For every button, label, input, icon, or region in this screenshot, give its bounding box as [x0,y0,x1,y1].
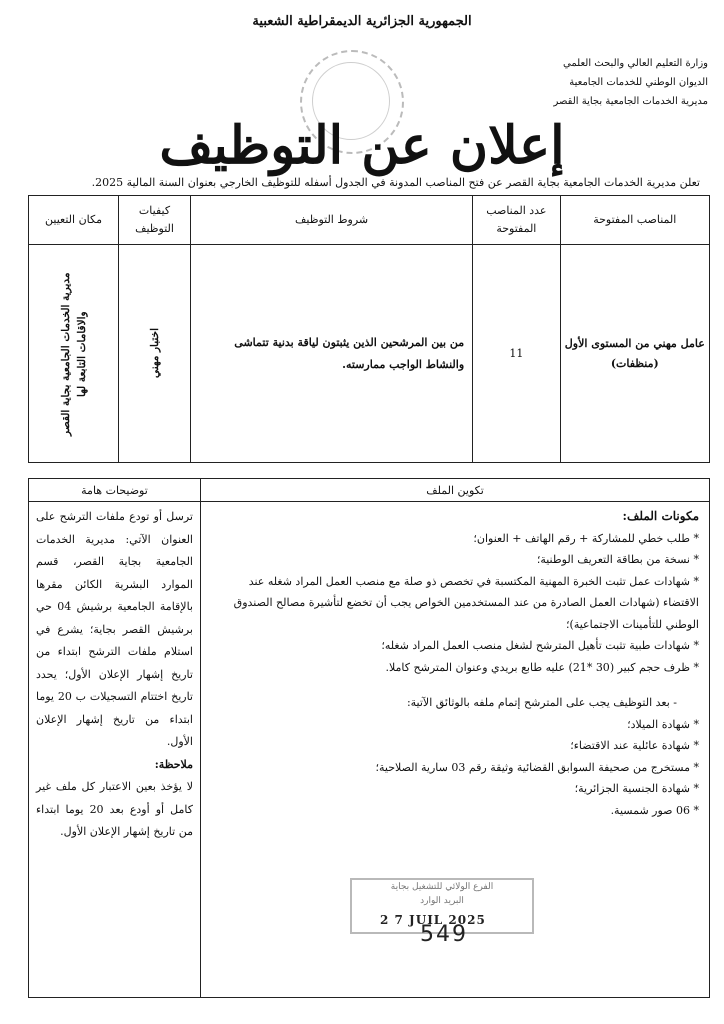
header-post: المناصب المفتوحة [560,196,709,245]
header-file-contents: تكوين الملف [200,479,709,502]
cell-post: عامل مهني من المستوى الأول (منظفات) [560,245,709,463]
header-location: مكان التعيين [29,196,119,245]
after-hiring-title: - بعد التوظيف يجب على المترشح إتمام ملفه بالوثائق الآتية: [406,696,677,709]
stamp-line: الفرع الولائي للتشغيل بجاية [390,882,494,892]
table-row [29,245,710,463]
ministry-line: وزارة التعليم العالي والبحث العلمي [563,58,708,69]
remark-title: ملاحظة: [154,757,193,771]
cell-method [119,245,191,463]
ministry-line: الديوان الوطني للخدمات الجامعية [569,77,708,88]
list-item: * شهادات طبية تثبت تأهيل المترشح لشغل منصب العمل المراد شغله؛ [211,635,699,657]
list-item: * نسخة من بطاقة التعريف الوطنية؛ [211,549,699,571]
stamp-line: البريد الوارد [420,896,464,906]
notes-cell [29,502,201,998]
ministry-block [553,54,708,111]
republic-title: الجمهورية الجزائرية الديمقراطية الشعبية [252,14,472,29]
cell-count: 11 [473,245,560,463]
notes-text: ترسل أو تودع ملفات الترشح على العنوان الآتي: مديرية الخدمات الجامعية بجاية القصر، قسم الموارد البشرية الكائن مقرها بالإقامة الجامعية برشيش 04 حي برشيش القصر بجاية؛ يشرع في استلام ملفات الترشح ابتداء من تاريخ إشهار الإعلان الأول؛ يحدد تاريخ اختتام التسجيلات ب 20 يوما ابتداء من تاريخ إشهار الإعلان الأول. [36,510,193,748]
handwritten-number: 549 [420,922,468,947]
intro-text: تعلن مديرية الخدمات الجامعية بجاية القصر عن فتح المناصب المدونة في الجدول أسفله للتوظيف الخارجي بعنوان السنة المالية 2025. [91,176,700,189]
cell-location [29,245,119,463]
header-conditions: شروط التوظيف [190,196,472,245]
header-notes: توضيحات هامة [29,479,201,502]
cell-conditions: من بين المرشحين الذين يثبتون لياقة بدنية تتماشى والنشاط الواجب ممارسته. [190,245,472,463]
header-count: عدد المناصب المفتوحة [473,196,560,245]
list-item: * ظرف حجم كبير (30 *21) عليه طابع بريدي وعنوان المترشح كاملا. [211,657,699,679]
list-item: * طلب خطي للمشاركة + رقم الهاتف + العنوان؛ [211,528,699,550]
list-item: * مستخرج من صحيفة السوابق القضائية وثيقة رقم 03 سارية الصلاحية؛ [211,757,699,779]
components-list [211,528,699,679]
remark-text: لا يؤخذ بعين الاعتبار كل ملف غير كامل أو أودع بعد 20 يوما ابتداء من تاريخ إشهار الإعلان الأول. [36,780,193,838]
ministry-line: مديرية الخدمات الجامعية بجاية القصر [553,96,708,107]
list-item: * 06 صور شمسية. [211,800,699,822]
stamp-date: 2 7 JUIL 2025 [380,913,486,927]
list-item: * شهادات عمل تثبت الخبرة المهنية المكتسبة في تخصص ذو صلة مع منصب العمل المراد شغله عند الاقتضاء (شهادات العمل الصادرة من عند المستخدمين الخواص يجب أن تخضع لتأشيرة مصالح الصندوق الوطني للتأمينات الاجتماعية)؛ [211,571,699,636]
table-header-row [29,196,710,245]
page-title: إعلان عن التوظيف [159,115,565,176]
location-text: مديرية الخدمات الجامعية بجاية القصر والاقامات التابعة لها [59,271,88,436]
header-method: كيفيات التوظيف [119,196,191,245]
after-hiring-list [211,714,699,822]
components-title: مكونات الملف: [622,509,699,523]
positions-table [28,195,710,463]
method-text: اختبار مهني [148,328,161,379]
list-item: * شهادة الميلاد؛ [211,714,699,736]
list-item: * شهادة الجنسية الجزائرية؛ [211,778,699,800]
list-item: * شهادة عائلية عند الاقتضاء؛ [211,735,699,757]
